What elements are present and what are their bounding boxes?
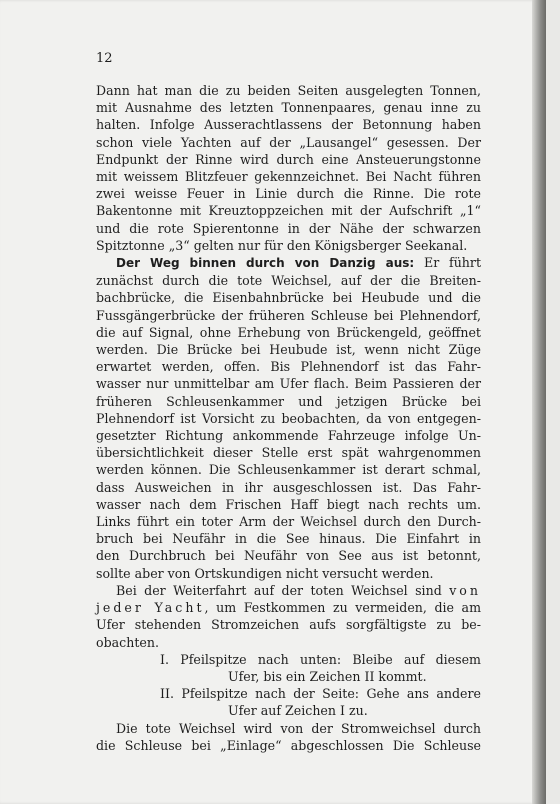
text-line <box>96 116 481 133</box>
text-line <box>96 341 481 358</box>
text-line <box>96 393 481 410</box>
text-line <box>96 599 481 616</box>
text-line <box>96 616 481 633</box>
text-line <box>96 427 481 444</box>
line-text: bruch bei Neufähr in die See hinaus. Die Einfahrt in <box>96 531 481 547</box>
line-text: mit weissem Blitzfeuer gekennzeichnet. Bei Nacht führen <box>96 169 481 185</box>
text-line <box>96 237 481 254</box>
line-text: die Schleuse bei „Einlage“ abgeschlossen Die Schleuse <box>96 737 481 753</box>
text-line <box>96 547 481 564</box>
line-text: übersichtlichkeit dieser Stelle erst spät wahrgenommen <box>96 445 481 461</box>
text-line <box>96 444 481 461</box>
line-text: obachten. <box>96 634 159 650</box>
line-text: Die tote Weichsel wird von der Stromweichsel durch <box>116 720 481 736</box>
text-line <box>96 134 481 151</box>
line-text: Bakentonne mit Kreuztoppzeichen mit der Aufschrift „1“ <box>96 203 481 219</box>
line-text: , um Festkommen zu vermeiden, die am <box>204 600 482 616</box>
line-text: Fussgängerbrücke der früheren Schleuse bei Plehnendorf, <box>96 307 481 323</box>
text-line <box>96 82 481 99</box>
text-line <box>96 289 481 306</box>
text-line <box>96 668 481 685</box>
emphasized-text: von <box>449 582 481 598</box>
body-text <box>96 82 481 754</box>
text-line <box>96 651 481 668</box>
section-heading: Der Weg binnen durch von Danzig aus: <box>116 256 415 271</box>
line-text: wasser nach dem Frischen Haff biegt nach rechts um. <box>96 496 481 512</box>
text-line <box>96 254 481 272</box>
text-line <box>96 582 481 599</box>
line-text: Endpunkt der Rinne wird durch eine Ansteuerungstonne <box>96 151 481 167</box>
text-line <box>96 307 481 324</box>
line-text: Dann hat man die zu beiden Seiten ausgelegten Tonnen, <box>96 83 481 98</box>
text-line <box>96 202 481 219</box>
line-text: wasser nur unmittelbar am Ufer flach. Beim Passieren der <box>96 376 481 392</box>
text-line <box>96 565 481 582</box>
text-line <box>96 461 481 478</box>
line-text: zwei weisse Feuer in Linie durch die Rinne. Die rote <box>96 186 481 202</box>
line-text: gesetzter Richtung ankommende Fahrzeuge infolge Un- <box>96 428 481 444</box>
text-line <box>96 220 481 237</box>
text-line <box>96 375 481 392</box>
line-text: Ufer auf Zeichen I zu. <box>228 703 368 719</box>
line-text: Er führt <box>414 255 482 271</box>
text-line <box>96 720 481 737</box>
line-text: erwartet werden, offen. Bis Plehnendorf ist das Fahr- <box>96 359 481 375</box>
line-text: dass Ausweichen in ihr ausgeschlossen ist. Das Fahr- <box>96 479 481 495</box>
text-line <box>96 737 481 754</box>
text-line <box>96 530 481 547</box>
line-text: Ufer stehenden Stromzeichen aufs sorgfältigste zu be- <box>96 617 481 633</box>
text-line <box>96 479 481 496</box>
line-text: früheren Schleusenkammer und jetzigen Brücke bei <box>96 393 481 409</box>
text-line <box>96 324 481 341</box>
line-text: die auf Signal, ohne Erhebung von Brückengeld, geöffnet <box>96 324 481 340</box>
text-line <box>96 410 481 427</box>
text-line <box>96 151 481 168</box>
line-text: schon viele Yachten auf der „Lausangel“ gesessen. Der <box>96 134 481 150</box>
text-line <box>96 496 481 513</box>
text-line <box>96 513 481 530</box>
text-line <box>96 168 481 185</box>
line-text: halten. Infolge Ausserachtlassens der Betonnung haben <box>96 117 481 133</box>
line-text: sollte aber von Ortskundigen nicht versucht werden. <box>96 565 434 581</box>
line-text: zunächst durch die tote Weichsel, auf der die Breiten- <box>96 273 481 289</box>
line-text: Plehnendorf ist Vorsicht zu beobachten, da von entgegen- <box>96 410 481 426</box>
line-text: den Durchbruch bei Neufähr von See aus ist betonnt, <box>96 548 481 564</box>
line-text: mit Ausnahme des letzten Tonnenpaares, genau inne zu <box>96 100 481 116</box>
line-text: II. Pfeilspitze nach der Seite: Gehe ans andere <box>160 686 481 702</box>
line-text: werden können. Die Schleusenkammer ist derart schmal, <box>96 462 481 478</box>
text-line <box>96 185 481 202</box>
line-text: werden. Die Brücke bei Heubude ist, wenn nicht Züge <box>96 342 481 358</box>
emphasized-text: jeder Yacht <box>96 600 205 616</box>
text-line <box>96 99 481 116</box>
text-line <box>96 702 481 719</box>
line-text: Bei der Weiterfahrt auf der toten Weichsel sind <box>116 582 450 598</box>
text-line <box>96 358 481 375</box>
text-line <box>96 685 481 702</box>
line-text: Spitztonne „3“ gelten nur für den Königsberger Seekanal. <box>96 237 468 253</box>
text-line <box>96 634 481 651</box>
line-text: Links führt ein toter Arm der Weichsel durch den Durch- <box>96 514 481 530</box>
line-text: I. Pfeilspitze nach unten: Bleibe auf diesem <box>160 651 481 667</box>
line-text: bachbrücke, die Eisenbahnbrücke bei Heubude und die <box>96 290 481 306</box>
page-number: 12 <box>96 51 113 66</box>
page-edge <box>532 0 546 804</box>
line-text: Ufer, bis ein Zeichen II kommt. <box>228 668 427 684</box>
text-line <box>96 272 481 289</box>
line-text: und die rote Spierentonne in der Nähe der schwarzen <box>96 220 481 236</box>
